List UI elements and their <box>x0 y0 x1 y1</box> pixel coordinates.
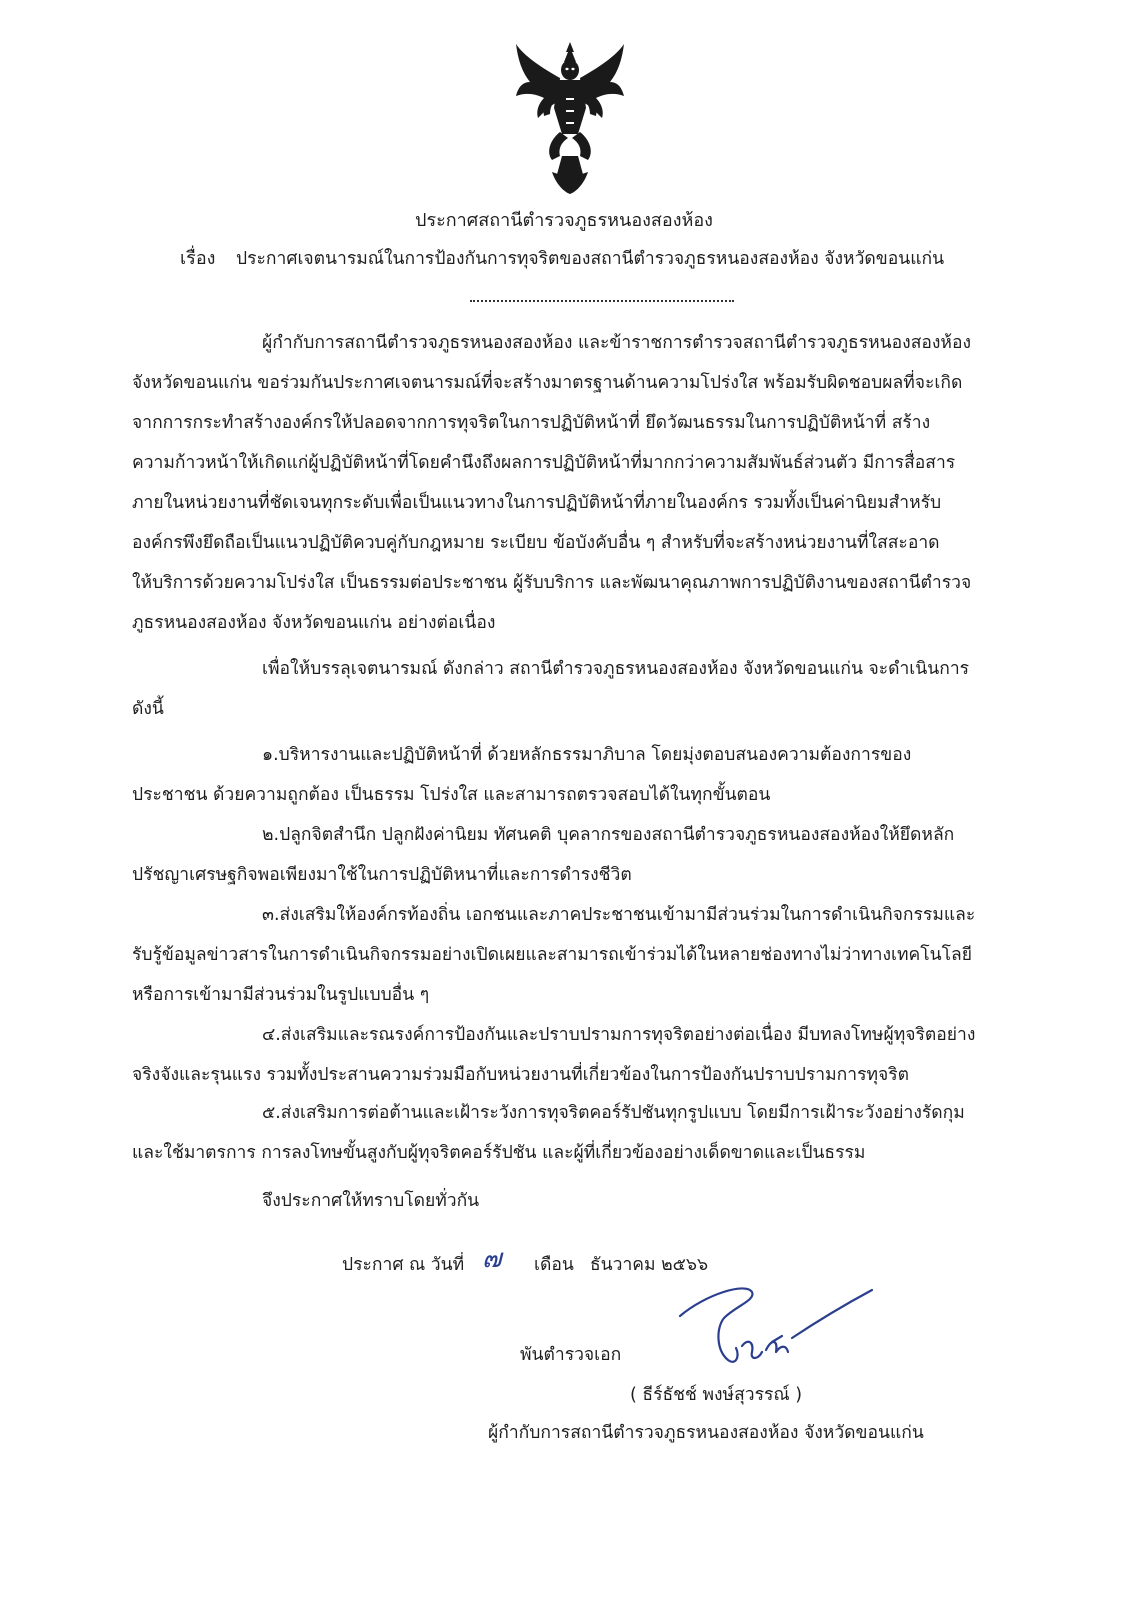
signatory-position: ผู้กำกับการสถานีตำรวจภูธรหนองสองห้อง จังหวัดขอนแก่น <box>488 1423 924 1443</box>
signature-icon <box>676 1276 876 1386</box>
intro-line: ความก้าวหน้าให้เกิดแก่ผู้ปฏิบัติหน้าที่โดยคำนึงถึงผลการปฏิบัติหน้าที่มากกว่าความสัมพันธ์ส่วนตัว มีการสื่อสาร <box>132 453 956 473</box>
item-4-line: ๔.ส่งเสริมและรณรงค์การป้องกันและปราบปรามการทุจริตอย่างต่อเนื่อง มีบทลงโทษผู้ทุจริตอย่าง <box>262 1025 976 1045</box>
date-month-label: เดือน <box>534 1255 574 1275</box>
item-3-line: หรือการเข้ามามีส่วนร่วมในรูปแบบอื่น ๆ <box>132 985 430 1005</box>
intro-line: ให้บริการด้วยความโปร่งใส เป็นธรรมต่อประชาชน ผู้รับบริการ และพัฒนาคุณภาพการปฏิบัติงานของสถานีตำรวจ <box>132 573 972 593</box>
garuda-emblem-icon <box>512 38 628 196</box>
item-3-line: รับรู้ข้อมูลข่าวสารในการดำเนินกิจกรรมอย่างเปิดเผยและสามารถเข้าร่วมได้ในหลายช่องทางไม่ว่าทางเทคโนโลยี <box>132 945 972 965</box>
closing-line: จึงประกาศให้ทราบโดยทั่วกัน <box>262 1191 480 1211</box>
purpose-line: เพื่อให้บรรลุเจตนารมณ์ ดังกล่าว สถานีตำรวจภูธรหนองสองห้อง จังหวัดขอนแก่น จะดำเนินการ <box>262 659 970 679</box>
item-1-line: ประชาชน ด้วยความถูกต้อง เป็นธรรม โปร่งใส และสามารถตรวจสอบได้ในทุกขั้นตอน <box>132 785 771 805</box>
subject-text: ประกาศเจตนารมณ์ในการป้องกันการทุจริตของสถานีตำรวจภูธรหนองสองห้อง จังหวัดขอนแก่น <box>236 249 945 269</box>
intro-line: จากการกระทำสร้างองค์กรให้ปลอดจากการทุจริตในการปฏิบัติหน้าที่ ยึดวัฒนธรรมในการปฏิบัติหน้าที่ สร้าง <box>132 413 931 433</box>
item-5-line: ๕.ส่งเสริมการต่อต้านและเฝ้าระวังการทุจริตคอร์รัปชันทุกรูปแบบ โดยมีการเฝ้าระวังอย่างรัดกุม <box>262 1103 965 1123</box>
item-5-line: และใช้มาตรการ การลงโทษขั้นสูงกับผู้ทุจริตคอร์รัปชัน และผู้ที่เกี่ยวข้องอย่างเด็ดขาดและเป็นธรรม <box>132 1143 866 1163</box>
intro-line: ภายในหน่วยงานที่ชัดเจนทุกระดับเพื่อเป็นแนวทางในการปฏิบัติหน้าที่ภายในองค์กร รวมทั้งเป็นค่านิยมสำหรับ <box>132 493 942 513</box>
date-month-year: ธันวาคม ๒๕๖๖ <box>590 1255 709 1275</box>
item-2-line: ๒.ปลูกจิตสำนึก ปลูกฝังค่านิยม ทัศนคติ บุคลากรของสถานีตำรวจภูธรหนองสองห้องให้ยึดหลัก <box>262 825 955 845</box>
intro-line: ภูธรหนองสองห้อง จังหวัดขอนแก่น อย่างต่อเนื่อง <box>132 613 496 633</box>
subject-label: เรื่อง <box>180 248 216 269</box>
signatory-name: ( ธีร์ธัชช์ พงษ์สุวรรณ์ ) <box>630 1385 803 1405</box>
date-prefix: ประกาศ ณ วันที่ <box>342 1255 465 1275</box>
dotted-divider <box>470 294 734 302</box>
item-4-line: จริงจังและรุนแรง รวมทั้งประสานความร่วมมือกับหน่วยงานที่เกี่ยวข้องในการป้องกันปราบปรามการทุจริต <box>132 1065 910 1085</box>
item-2-line: ปรัชญาเศรษฐกิจพอเพียงมาใช้ในการปฏิบัติหนาที่และการดำรงชีวิต <box>132 865 632 885</box>
item-1-line: ๑.บริหารงานและปฏิบัติหน้าที่ ด้วยหลักธรรมาภิบาล โดยมุ่งตอบสนองความต้องการของ <box>262 745 912 765</box>
date-day-handwritten: ๗ <box>482 1244 502 1274</box>
intro-line: ผู้กำกับการสถานีตำรวจภูธรหนองสองห้อง และข้าราชการตำรวจสถานีตำรวจภูธรหนองสองห้อง <box>262 333 972 353</box>
intro-line: องค์กรพึงยึดถือเป็นแนวปฏิบัติควบคู่กับกฎหมาย ระเบียบ ข้อบังคับอื่น ๆ สำหรับที่จะสร้างหน่วยงานที่ใสสะอาด <box>132 533 940 553</box>
signatory-rank: พันตำรวจเอก <box>520 1345 622 1365</box>
page-title: ประกาศสถานีตำรวจภูธรหนองสองห้อง <box>415 210 713 231</box>
purpose-line: ดังนี้ <box>132 699 164 719</box>
intro-line: จังหวัดขอนแก่น ขอร่วมกันประกาศเจตนารมณ์ที่จะสร้างมาตรฐานด้านความโปร่งใส พร้อมรับผิดชอบผลที่จะเกิด <box>132 373 963 393</box>
item-3-line: ๓.ส่งเสริมให้องค์กรท้องถิ่น เอกชนและภาคประชาชนเข้ามามีส่วนร่วมในการดำเนินกิจกรรมและ <box>262 905 976 925</box>
